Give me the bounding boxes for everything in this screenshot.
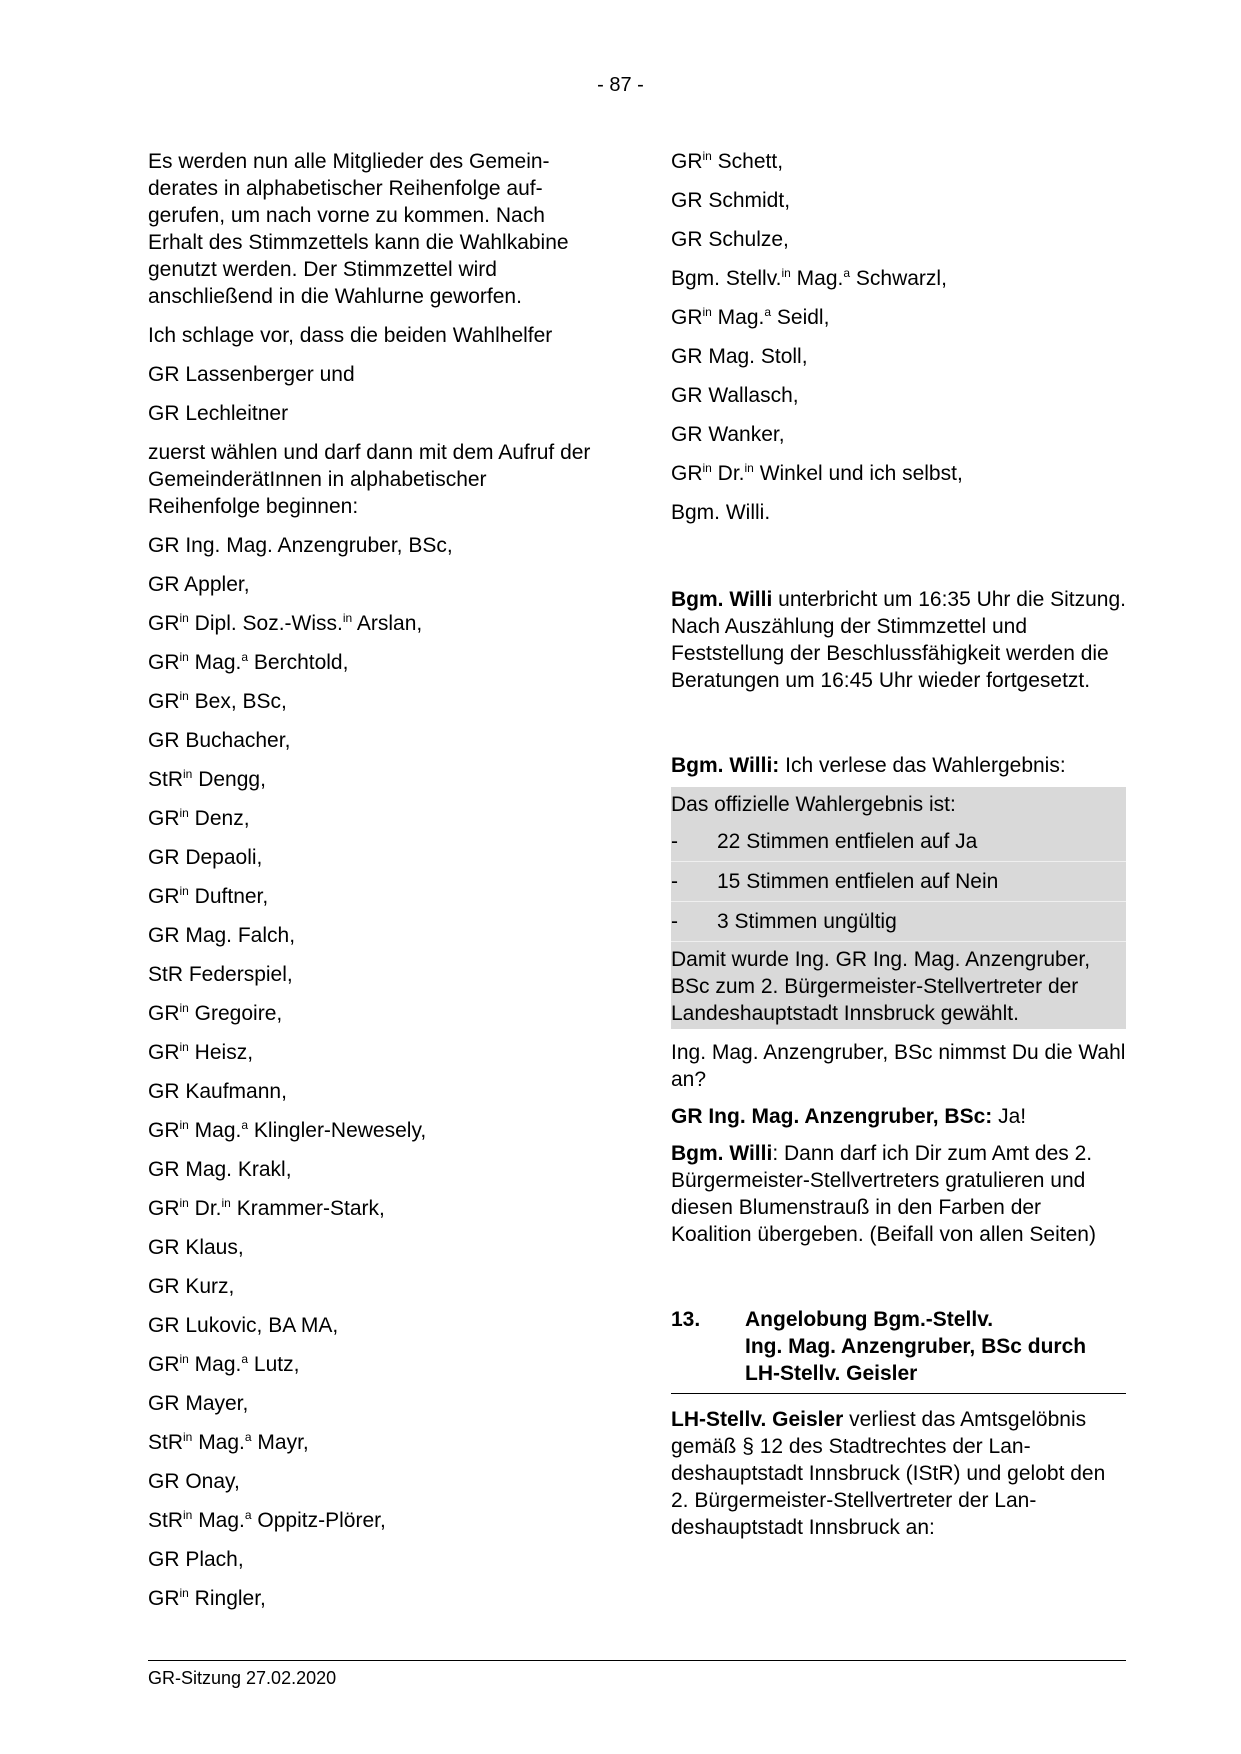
name-text: StR (148, 1431, 184, 1454)
name-text: GR Appler, (148, 573, 250, 596)
left-name-list (148, 532, 598, 1624)
name-superscript: a (244, 1430, 252, 1444)
oath-speaker: LH-Stellv. Geisler (671, 1408, 844, 1431)
name-item (148, 1507, 598, 1546)
name-text: Mayr, (251, 1431, 309, 1454)
name-item (671, 226, 1126, 265)
name-item (671, 499, 1126, 538)
name-text: GR Mag. Krakl, (148, 1158, 292, 1181)
name-text: GR Lukovic, BA MA, (148, 1314, 339, 1337)
name-text: GR Schulze, (671, 228, 789, 251)
name-superscript: a (241, 650, 249, 664)
result-dash: - (671, 830, 678, 853)
name-text: GR Klaus, (148, 1236, 244, 1259)
result-text: 22 Stimmen entfielen auf Ja (717, 830, 978, 853)
name-item (148, 766, 598, 805)
name-text: Heisz, (188, 1041, 254, 1064)
result-head: Das offizielle Wahlergebnis ist: (671, 793, 956, 816)
name-text: GR Ing. Mag. Anzengruber, BSc, (148, 534, 453, 557)
name-superscript: in (179, 1118, 189, 1132)
name-item (148, 610, 598, 649)
spacer (671, 1248, 1126, 1306)
name-text: GR Depaoli, (148, 846, 263, 869)
name-item (671, 265, 1126, 304)
name-text: Mag. (188, 651, 242, 674)
name-text: Bgm. Stellv. (671, 267, 782, 290)
name-superscript: in (179, 689, 189, 703)
name-text: GR (148, 690, 180, 713)
section-title-line: Ing. Mag. Anzengruber, BSc durch (745, 1335, 1087, 1358)
name-item (671, 460, 1126, 499)
name-item (148, 1351, 598, 1390)
oath-paragraph (671, 1406, 1126, 1541)
name-text: GR Onay, (148, 1470, 240, 1493)
spacer (671, 694, 1126, 752)
name-text: GR (148, 1041, 180, 1064)
name-superscript: in (702, 149, 712, 163)
right-name-list (671, 148, 1126, 538)
result-foot: Damit wurde Ing. GR Ing. Mag. Anzengruber, BSc zum 2. Bürgermeister-Stellvertreter der Landeshauptstadt Innsbruck gewählt. (671, 948, 1091, 1025)
name-text: GR (148, 612, 180, 635)
name-superscript: in (179, 806, 189, 820)
name-superscript: a (764, 305, 772, 319)
page-number: - 87 - (597, 74, 644, 96)
name-text: GR Mag. Falch, (148, 924, 296, 947)
name-text: Bex, BSc, (188, 690, 287, 713)
name-text: Seidl, (771, 306, 830, 329)
name-text: GR (671, 306, 703, 329)
name-text: GR Mag. Stoll, (671, 345, 808, 368)
name-text: Winkel und ich selbst, (753, 462, 963, 485)
name-text: GR (148, 651, 180, 674)
name-item (671, 148, 1126, 187)
name-text: GR (148, 885, 180, 908)
name-superscript: in (179, 611, 189, 625)
name-text: Denz, (188, 807, 250, 830)
name-superscript: in (179, 1196, 189, 1210)
name-superscript: in (702, 305, 712, 319)
name-item (148, 1156, 598, 1195)
congrats-paragraph (671, 1140, 1126, 1248)
name-item (148, 883, 598, 922)
name-item (148, 571, 598, 610)
name-text: GR Buchacher, (148, 729, 291, 752)
answer-text: Ja! (992, 1105, 1027, 1128)
name-superscript: in (744, 461, 754, 475)
result-row (671, 902, 1126, 942)
name-superscript: in (342, 611, 353, 625)
answer-speaker: GR Ing. Mag. Anzengruber, BSc: (671, 1105, 993, 1128)
name-text: GR Kaufmann, (148, 1080, 287, 1103)
name-item (148, 1429, 598, 1468)
name-superscript: in (781, 266, 791, 280)
name-superscript: a (241, 1118, 249, 1132)
name-superscript: a (241, 1352, 249, 1366)
name-item (671, 304, 1126, 343)
name-text: Dr. (188, 1197, 222, 1220)
name-text: GR Plach, (148, 1548, 244, 1571)
result-speaker: Bgm. Willi: (671, 754, 780, 777)
intro-paragraph: Es werden nun alle Mitglieder des Gemeinderates in alphabetischer Reihenfolge aufgerufen, um nach vorne zu kommen. Nach Erhalt des Stimmzettels kann die Wahlkabine genutzt werden. Der Stimmzettel wird anschließend in die Wahlurne geworfen. (148, 150, 569, 308)
break-speaker: Bgm. Willi (671, 588, 773, 611)
congrats-speaker: Bgm. Willi (671, 1142, 773, 1165)
result-intro: Ich verlese das Wahlergebnis: (779, 754, 1066, 777)
name-item (148, 1273, 598, 1312)
name-text: GR Mayer, (148, 1392, 249, 1415)
name-superscript: a (843, 266, 851, 280)
result-row (671, 822, 1126, 862)
result-box (671, 787, 1126, 1029)
name-superscript: a (244, 1508, 252, 1522)
name-superscript: in (179, 1352, 189, 1366)
name-superscript: in (702, 461, 712, 475)
name-text: Klingler-Newesely, (248, 1119, 427, 1142)
name-text: GR Kurz, (148, 1275, 235, 1298)
right-column (671, 148, 1126, 1541)
footer-text: GR-Sitzung 27.02.2020 (148, 1668, 337, 1688)
question-paragraph: Ing. Mag. Anzengruber, BSc nimmst Du die Wahl an? (671, 1041, 1126, 1091)
name-text: Dengg, (192, 768, 266, 791)
call-paragraph: zuerst wählen und darf dann mit dem Aufruf der GemeinderätInnen in alphabetischer Reihenfolge beginnen: (148, 441, 591, 518)
name-text: GR (671, 150, 703, 173)
name-text: GR (148, 1587, 180, 1610)
name-superscript: in (183, 1508, 193, 1522)
break-text: unterbricht um 16:35 Uhr die Sitzung. Nach Auszählung der Stimmzettel und Feststellung der Beschlussfähigkeit werden die Beratungen um 16:45 Uhr wieder fortgesetzt. (671, 588, 1127, 692)
name-superscript: in (179, 1586, 189, 1600)
break-paragraph (671, 586, 1126, 694)
name-item (671, 187, 1126, 226)
name-item (148, 1546, 598, 1585)
footer-rule (148, 1660, 1126, 1661)
name-item (148, 727, 598, 766)
name-superscript: in (183, 1430, 193, 1444)
congrats-text: : Dann darf ich Dir zum Amt des 2. Bürgermeister-Stellvertreters gratulieren und diesen Blumenstrauß in den Farben der Koalition übergeben. (Beifall von allen Seiten) (671, 1142, 1096, 1246)
name-item (148, 1390, 598, 1429)
name-item (671, 343, 1126, 382)
name-text: Schwarzl, (850, 267, 947, 290)
name-text: GR (148, 1119, 180, 1142)
name-text: Krammer-Stark, (230, 1197, 385, 1220)
section-title (745, 1306, 1086, 1387)
name-item (148, 961, 598, 1000)
name-item (148, 1195, 598, 1234)
name-item (148, 1585, 598, 1624)
name-item (148, 1078, 598, 1117)
section-title-line: Angelobung Bgm.-Stellv. (745, 1308, 994, 1331)
result-row (671, 862, 1126, 902)
name-item (148, 844, 598, 883)
name-text: Duftner, (188, 885, 269, 908)
name-text: GR Schmidt, (671, 189, 791, 212)
name-text: Mag. (192, 1509, 245, 1532)
name-item (148, 649, 598, 688)
name-text: Gregoire, (188, 1002, 283, 1025)
name-superscript: in (179, 1001, 189, 1015)
name-text: GR (671, 462, 703, 485)
name-item (148, 1234, 598, 1273)
name-text: Ringler, (188, 1587, 266, 1610)
name-item (148, 688, 598, 727)
proposal-line: Ich schlage vor, dass die beiden Wahlhelfer (148, 324, 553, 347)
section-number: 13. (671, 1308, 701, 1331)
left-column (148, 148, 598, 1624)
name-item (148, 1468, 598, 1507)
name-superscript: in (221, 1196, 231, 1210)
name-item (148, 1312, 598, 1351)
result-text: 15 Stimmen entfielen auf Nein (717, 870, 999, 893)
name-item (671, 382, 1126, 421)
name-text: StR (148, 1509, 184, 1532)
name-text: Oppitz-Plörer, (251, 1509, 386, 1532)
name-text: Mag. (192, 1431, 245, 1454)
name-text: Mag. (188, 1353, 242, 1376)
name-text: GR Wallasch, (671, 384, 799, 407)
name-text: Berchtold, (248, 651, 349, 674)
answer-paragraph (671, 1103, 1126, 1130)
name-item (148, 1000, 598, 1039)
name-text: GR Wanker, (671, 423, 785, 446)
result-announcement (671, 752, 1126, 779)
name-text: Bgm. Willi. (671, 501, 771, 524)
name-superscript: in (179, 1040, 189, 1054)
result-dash: - (671, 910, 678, 933)
name-text: Dipl. Soz.-Wiss. (188, 612, 343, 635)
name-text: StR (148, 768, 184, 791)
name-item (148, 922, 598, 961)
name-text: Mag. (711, 306, 765, 329)
name-text: Dr. (711, 462, 745, 485)
helper-2: GR Lechleitner (148, 402, 289, 425)
name-superscript: in (179, 884, 189, 898)
spacer (671, 538, 1126, 586)
helper-1: GR Lassenberger und (148, 363, 355, 386)
name-text: Mag. (790, 267, 844, 290)
name-text: GR (148, 1002, 180, 1025)
name-item (671, 421, 1126, 460)
result-dash: - (671, 870, 678, 893)
name-text: Mag. (188, 1119, 242, 1142)
name-item (148, 1039, 598, 1078)
oath-text: verliest das Amtsgelöbnis gemäß § 12 des Stadtrechtes der Landeshauptstadt Innsbruck (IStR) und gelobt den 2. Bürgermeister-Stellvertreter der Landeshauptstadt Innsbruck an: (671, 1408, 1106, 1539)
name-text: GR (148, 1197, 180, 1220)
name-text: Schett, (711, 150, 784, 173)
name-text: StR Federspiel, (148, 963, 293, 986)
name-item (148, 805, 598, 844)
name-superscript: in (179, 650, 189, 664)
name-superscript: in (183, 767, 193, 781)
section-heading (671, 1306, 1126, 1394)
name-text: GR (148, 807, 180, 830)
name-item (148, 532, 598, 571)
section-title-line: LH-Stellv. Geisler (745, 1362, 918, 1385)
result-text: 3 Stimmen ungültig (717, 910, 897, 933)
name-text: GR (148, 1353, 180, 1376)
name-item (148, 1117, 598, 1156)
name-text: Lutz, (248, 1353, 300, 1376)
name-text: Arslan, (352, 612, 423, 635)
